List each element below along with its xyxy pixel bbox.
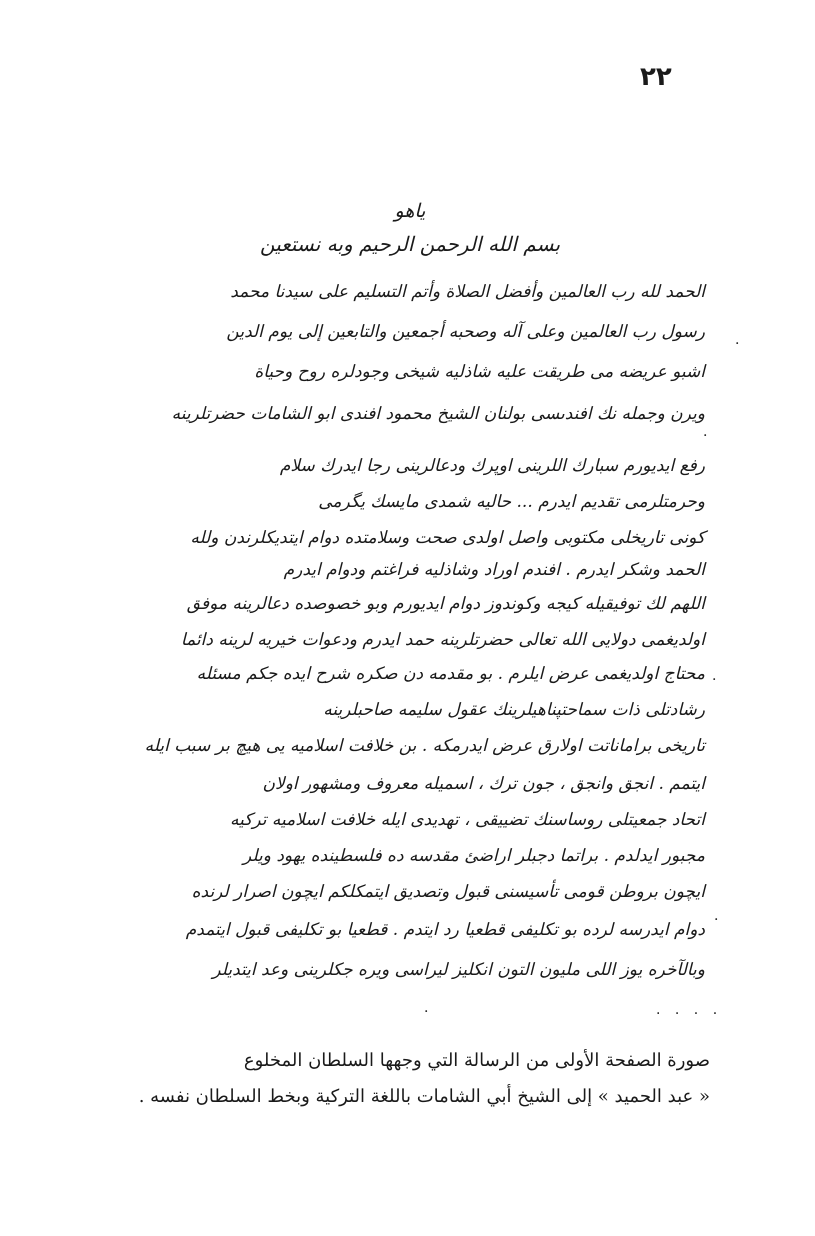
- invocation-heading: ياهو: [394, 200, 426, 222]
- scan-dots: · · · ·: [656, 1006, 723, 1022]
- handwritten-line: الحمد وشكر ايدرم . افندم اوراد وشاذليه فراغتم ودوام ايدرم: [283, 560, 705, 580]
- handwritten-line: تاريخى براماناتت اولارق عرض ايدرمكه . بن خلافت اسلاميه يى هيچ بر سبب ايله: [144, 736, 705, 756]
- handwritten-line: ايتمم . انجق وانجق ، جون ترك ، اسميله معروف ومشهور اولان: [262, 774, 705, 794]
- handwritten-line: رسول رب العالمين وعلى آله وصحبه أجمعين والتابعين إلى يوم الدين: [226, 322, 705, 342]
- handwritten-line: اتحاد جمعيتلى روساسنك تضييقى ، تهديدى ايله خلافت اسلاميه تركيه: [230, 810, 705, 830]
- handwritten-line: مجبور ايدلدم . براتما دجبلر اراضئ مقدسه ده فلسطينده يهود ويلر: [243, 846, 705, 866]
- handwritten-line: كونى تاريخلى مكتوبى واصل اولدى صحت وسلامتده دوام ايتديكلرندن ولله: [190, 528, 705, 548]
- handwritten-line: ايچون بروطن قومى تأسيسنى قبول وتصديق ايتمكلكم ايچون اصرار لرنده: [191, 882, 705, 902]
- caption-line-2: « عبد الحميد » إلى الشيخ أبي الشامات باللغة التركية وبخط السلطان نفسه .: [138, 1086, 710, 1107]
- manuscript-letter: [115, 190, 708, 1030]
- handwritten-line: ويرن وجمله نك افندىسى بولنان الشيخ محمود افندى ابو الشامات حضرتلرينه: [171, 404, 705, 424]
- caption-line-1: صورة الصفحة الأولى من الرسالة التي وجهها السلطان المخلوع: [243, 1050, 710, 1071]
- handwritten-line: اشبو عريضه مى طريقت عليه شاذليه شيخى وجودلره روح وحياة: [254, 362, 705, 382]
- handwritten-line: اللهم لك توفيقيله كيجه وكوندوز دوام ايديورم وبو خصوصده دعالرينه موفق: [186, 594, 705, 614]
- scan-speck: ·: [735, 336, 740, 352]
- handwritten-line: اولديغمى دولايى الله تعالى حضرتلرينه حمد ايدرم ودعوات خيريه لرينه دائما: [180, 630, 705, 650]
- scan-speck: ·: [424, 1004, 429, 1020]
- scan-speck: ·: [703, 428, 708, 444]
- handwritten-line: رفع ايديورم سبارك اللرينى اوپرك ودعالرينى رجا ايدرك سلام: [279, 456, 705, 476]
- handwritten-line: محتاج اولديغمى عرض ايلرم . بو مقدمه دن صكره شرح ايده جكم مسئله: [196, 664, 705, 684]
- handwritten-line: الحمد لله رب العالمين وأفضل الصلاة وأتم التسليم على سيدنا محمد: [230, 282, 705, 302]
- handwritten-line: وحرمتلرمى تقديم ايدرم ... حاليه شمدى مايسك يگرمى: [318, 492, 705, 512]
- handwritten-line: دوام ايدرسه لرده بو تكليفى قطعيا رد ايتدم . قطعيا بو تكليفى قبول ايتمدم: [185, 920, 705, 940]
- handwritten-line: رشادتلى ذات سماحتپناهيلرينك عقول سليمه صاحبلرينه: [323, 700, 705, 720]
- basmala-line: بسم الله الرحمن الرحيم وبه نستعين: [259, 232, 561, 256]
- scan-speck: ·: [712, 672, 717, 688]
- handwritten-line: وبالآخره يوز اللى مليون التون انكليز ليراسى ويره جكلرينى وعد ايتديلر: [212, 960, 705, 980]
- scan-speck: ·: [714, 912, 719, 928]
- page-number: ٢٢: [640, 62, 672, 92]
